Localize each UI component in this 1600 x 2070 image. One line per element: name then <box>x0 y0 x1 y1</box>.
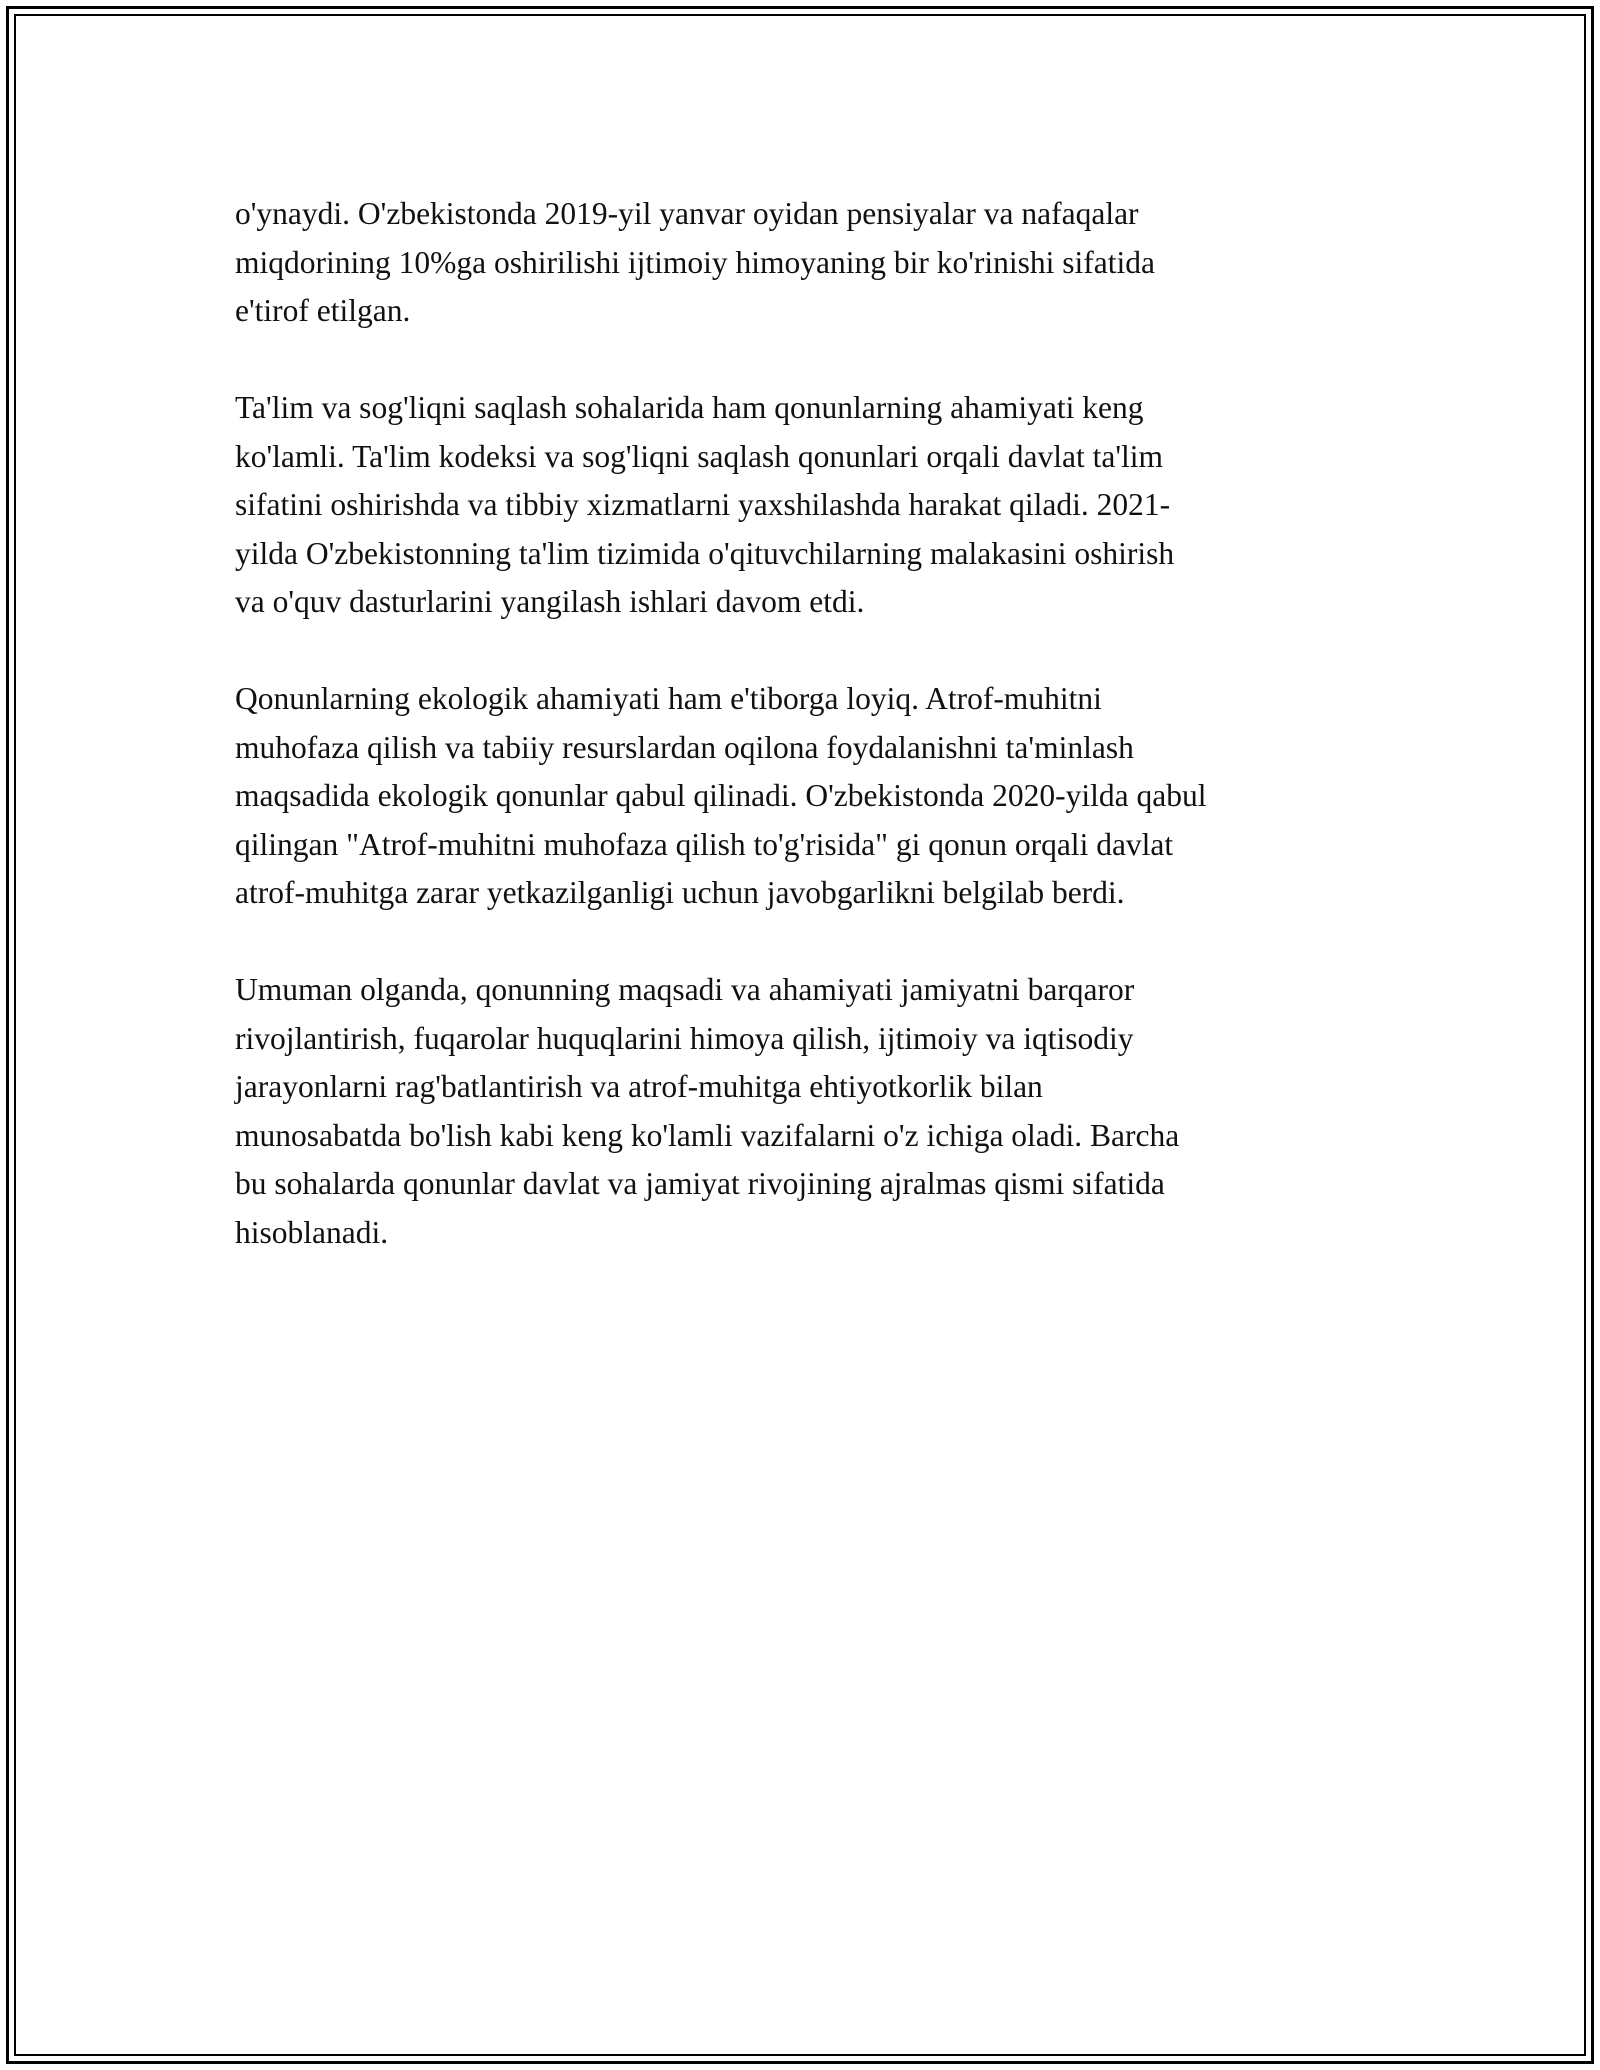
text-line: ko'lamli. Ta'lim kodeksi va sog'liqni saqlash qonunlari orqali davlat ta'lim <box>235 438 1164 474</box>
text-line: miqdorining 10%ga oshirilishi ijtimoiy himoyaning bir ko'rinishi sifatida <box>235 244 1155 280</box>
text-line: sifatini oshirishda va tibbiy xizmatlarni yaxshilashda harakat qiladi. 2021- <box>235 487 1171 522</box>
text-line: yilda O'zbekistonning ta'lim tizimida o'qituvchilarning malakasini oshirish <box>235 535 1175 571</box>
paragraph <box>235 675 1385 918</box>
text-line: Ta'lim va sog'liqni saqlash sohalarida ham qonunlarning ahamiyati keng <box>235 390 1144 425</box>
text-line: rivojlantirish, fuqarolar huquqlarini himoya qilish, ijtimoiy va iqtisodiy <box>235 1020 1134 1056</box>
text-line: muhofaza qilish va tabiiy resurslardan oqilona foydalanishni ta'minlash <box>235 729 1134 765</box>
text-line: munosabatda bo'lish kabi keng ko'lamli vazifalarni o'z ichiga oladi. Barcha <box>235 1117 1180 1153</box>
text-line: va o'quv dasturlarini yangilash ishlari davom etdi. <box>235 584 865 619</box>
paragraph <box>235 190 1385 336</box>
text-line: hisoblanadi. <box>235 1214 389 1250</box>
text-line: qilingan "Atrof-muhitni muhofaza qilish to'g'risida" gi qonun orqali davlat <box>235 826 1174 862</box>
text-line: bu sohalarda qonunlar davlat va jamiyat rivojining ajralmas qismi sifatida <box>235 1166 1165 1201</box>
document-body <box>235 190 1385 1257</box>
paragraph <box>235 384 1385 627</box>
text-line: Qonunlarning ekologik ahamiyati ham e'tiborga loyiq. Atrof-muhitni <box>235 681 1102 716</box>
text-line: e'tirof etilgan. <box>235 293 411 328</box>
text-line: maqsadida ekologik qonunlar qabul qilinadi. O'zbekistonda 2020-yilda qabul <box>235 778 1207 813</box>
text-line: atrof-muhitga zarar yetkazilganligi uchun javobgarlikni belgilab berdi. <box>235 875 1125 910</box>
paragraph <box>235 966 1385 1257</box>
text-line: o'ynaydi. O'zbekistonda 2019-yil yanvar oyidan pensiyalar va nafaqalar <box>235 196 1139 231</box>
text-line: jarayonlarni rag'batlantirish va atrof-muhitga ehtiyotkorlik bilan <box>235 1069 1043 1104</box>
text-line: Umuman olganda, qonunning maqsadi va ahamiyati jamiyatni barqaror <box>235 972 1135 1007</box>
